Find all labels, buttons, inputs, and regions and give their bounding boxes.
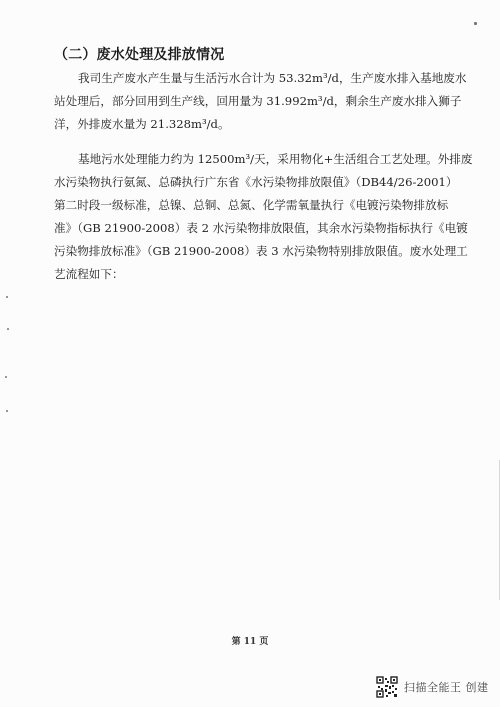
scan-speck <box>5 376 7 378</box>
paragraph-treatment-standards <box>54 148 473 286</box>
scanner-watermark <box>376 676 489 698</box>
scan-speck <box>6 410 8 412</box>
scan-speck <box>7 328 9 330</box>
text-line: 准》（GB 21900-2008）表 2 水污染物排放限值，其余水污染物指标执行《电镀 <box>54 221 468 235</box>
text-line: 艺流程如下： <box>54 267 124 281</box>
text-line: 我司生产废水产生量与生活污水合计为 53.32m³/d，生产废水排入基地废水 <box>78 71 467 85</box>
text-line: 第二时段一级标准，总镍、总铜、总氮、化学需氧量执行《电镀污染物排放标 <box>54 198 449 212</box>
scan-speck <box>474 22 477 25</box>
text-line: 水污染物执行氨氮、总磷执行广东省《水污染物排放限值》（DB44/26-2001） <box>54 175 458 189</box>
scanner-label: 扫描全能王 创建 <box>404 681 489 694</box>
text-line: 洋，外排废水量为 21.328m³/d。 <box>54 117 230 131</box>
text-line: 污染物排放标准》（GB 21900-2008）表 3 水污染物特别排放限值。废水处理工 <box>54 244 468 258</box>
page-number: 第 11 页 <box>231 637 269 647</box>
qr-code-icon <box>376 676 398 698</box>
text-line: 站处理后，部分回用到生产线，回用量为 31.992m³/d，剩余生产废水排入狮子 <box>54 94 462 108</box>
text-line: 基地污水处理能力约为 12500m³/天，采用物化+生活组合工艺处理。外排废 <box>78 152 473 166</box>
scan-speck <box>6 296 8 298</box>
section-heading: （二）废水处理及排放情况 <box>54 47 225 63</box>
paragraph-wastewater-volume <box>54 67 467 136</box>
